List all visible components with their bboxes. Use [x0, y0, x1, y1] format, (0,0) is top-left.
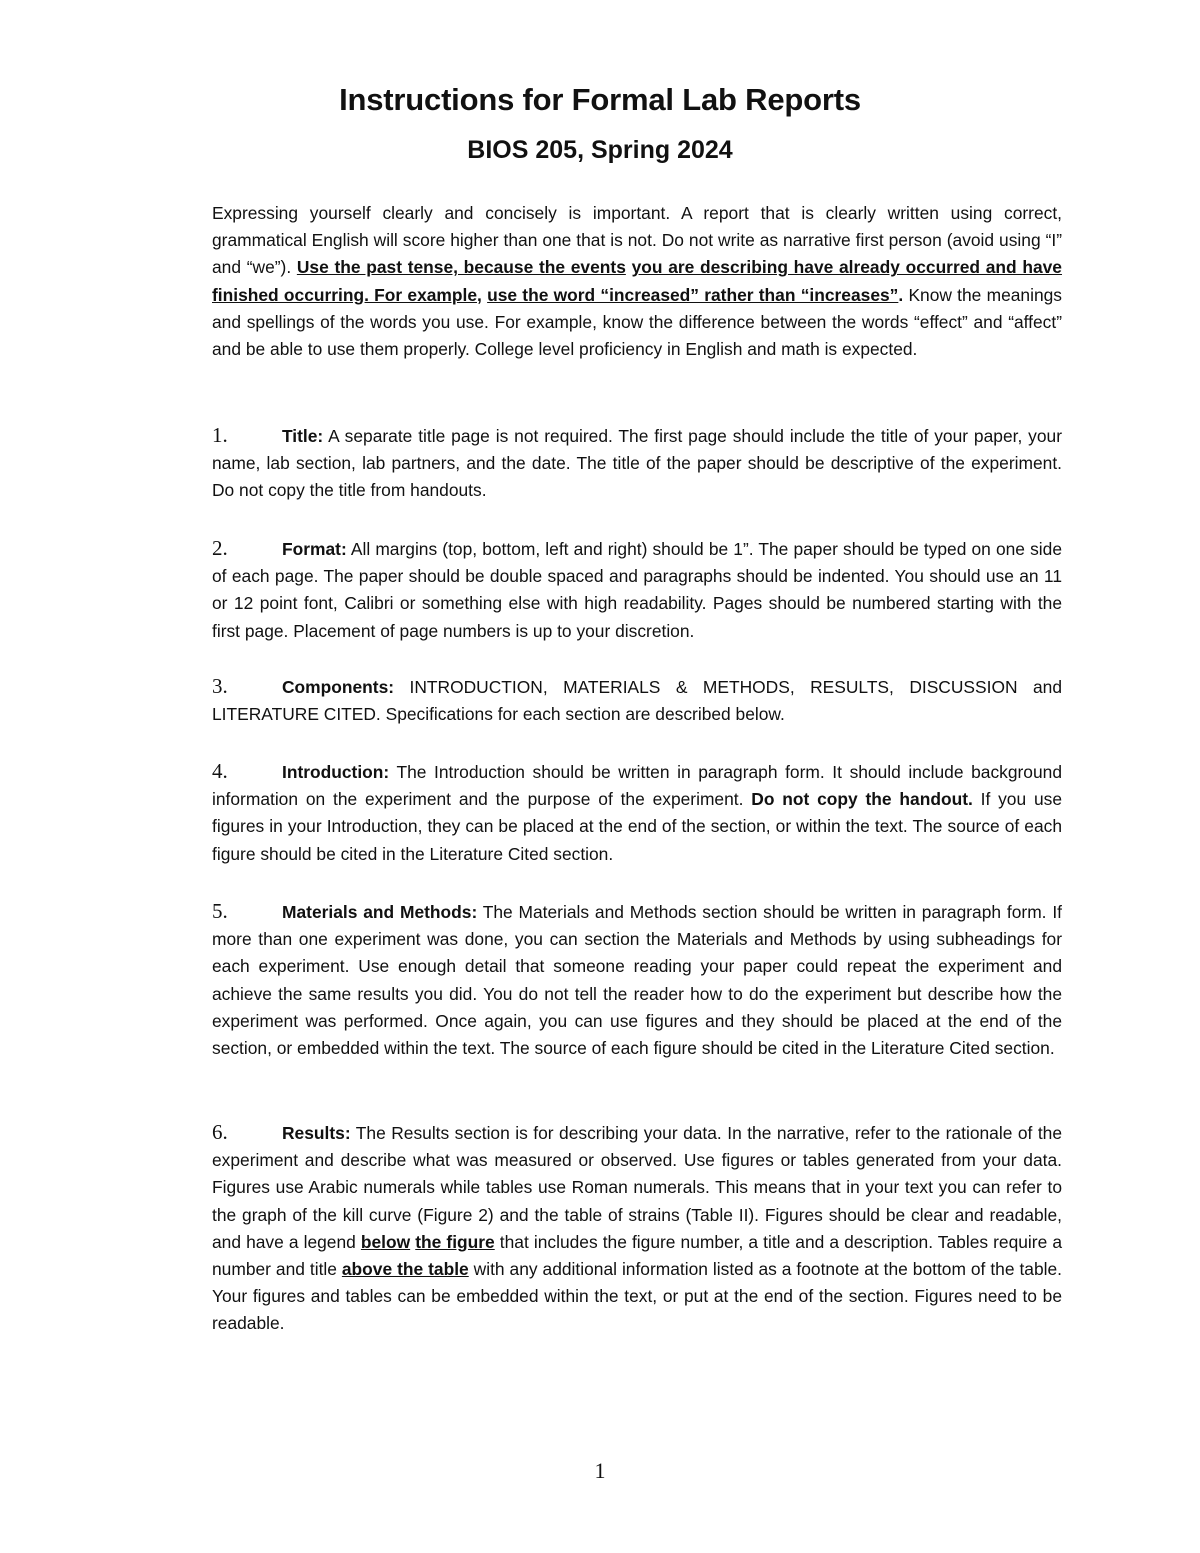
section-text: All margins (top, bottom, left and right) should be 1”. The paper should be typed on one side of each page. The paper should be double spaced and paragraphs should be indented. You should use an 11 or 12 point font, Calibri or something else with high readability. Pages should be numbered starting with the first page. Placement of page numbers is up to your discretion. [212, 539, 1062, 641]
section-number: 5. [212, 899, 228, 923]
section-text: A separate title page is not required. The first page should include the title of your paper, your name, lab section, lab partners, and the date. The title of the paper should be descriptive of the experiment. Do not copy the title from handouts. [212, 426, 1062, 501]
intro-period: . [898, 284, 904, 305]
section-bold-note: Do not copy the handout. [751, 789, 973, 810]
section-text-2: If you use figures in your Introduction, they can be placed at the end of the section, or within the text. The source of each figure should be cited in the Literature Cited section. [212, 789, 1062, 864]
section-heading: Materials and Methods: [282, 902, 478, 922]
section-text-3: with any additional information listed as a footnote at the bottom of the table. Your figures and tables can be embedded within the text, or put at the end of the section. Figures need to be readable. [212, 1259, 1062, 1334]
section-materials-methods [212, 898, 1062, 1062]
section-text: INTRODUCTION, MATERIALS & METHODS, RESULTS, DISCUSSION and LITERATURE CITED. Specifications for each section are described below. [212, 677, 1062, 725]
intro-paragraph [212, 200, 1062, 363]
section-number: 6. [212, 1120, 228, 1144]
section-heading: Components: [282, 677, 395, 697]
section-underline-below: below [360, 1231, 411, 1252]
section-text-1: The Introduction should be written in paragraph form. It should include background information on the experiment and the purpose of the experiment. [212, 762, 1062, 810]
section-heading: Introduction: [282, 762, 390, 782]
section-heading: Title: [282, 426, 324, 446]
document-subtitle: BIOS 205, Spring 2024 [467, 136, 733, 164]
section-number: 1. [212, 423, 228, 447]
intro-text-1: Expressing yourself clearly and concisely is important. A report that is clearly written using correct, grammatical English will score higher than one that is not. Do not write as narrative first person (avoid using “I” and “we”). [212, 203, 1062, 278]
section-number: 4. [212, 759, 228, 783]
section-number: 2. [212, 536, 228, 560]
intro-underline-1: Use the past tense, because the events [296, 257, 626, 278]
section-heading: Format: [282, 539, 347, 559]
intro-underline-2: you are describing have already occurred and have finished occurring. For example, [212, 257, 1062, 305]
document-title: Instructions for Formal Lab Reports [339, 82, 861, 117]
section-number: 3. [212, 674, 228, 698]
section-results [212, 1119, 1062, 1338]
intro-text-2: Know the meanings and spellings of the words you use. For example, know the difference between the words “effect” and “affect” and be able to use them properly. College level proficiency in English and math is expected. [212, 284, 1062, 360]
section-format [212, 535, 1062, 645]
section-underline-above-the-table: above the table [341, 1259, 469, 1280]
section-text-2: that includes the figure number, a title and a description. Tables require a number and title [212, 1231, 1062, 1280]
section-text-1: The Results section is for describing your data. In the narrative, refer to the rationale of the experiment and describe what was measured or observed. Use figures or tables generated from your data. Figures use Arabic numerals while tables use Roman numerals. This means that in your text you can refer to the graph of the kill curve (Figure 2) and the table of strains (Table II). Figures should be clear and readable, and have a legend [212, 1123, 1062, 1252]
intro-underline-3: use the word “increased” rather than “increases” [487, 284, 899, 305]
section-introduction [212, 758, 1062, 868]
section-text: The Materials and Methods section should be written in paragraph form. If more than one experiment was done, you can section the Materials and Methods by using subheadings for each experiment. Use enough detail that someone reading your paper could repeat the experiment and achieve the same results you did. You do not tell the reader how to do the experiment but describe how the experiment was performed. Once again, you can use figures and they should be placed at the end of the section, or embedded within the text. The source of each figure should be cited in the Literature Cited section. [212, 902, 1062, 1059]
section-components [212, 673, 1062, 728]
section-underline-the-figure: the figure [415, 1231, 495, 1252]
section-title [212, 422, 1062, 505]
section-heading: Results: [282, 1123, 351, 1143]
page-number: 1 [594, 1458, 606, 1483]
